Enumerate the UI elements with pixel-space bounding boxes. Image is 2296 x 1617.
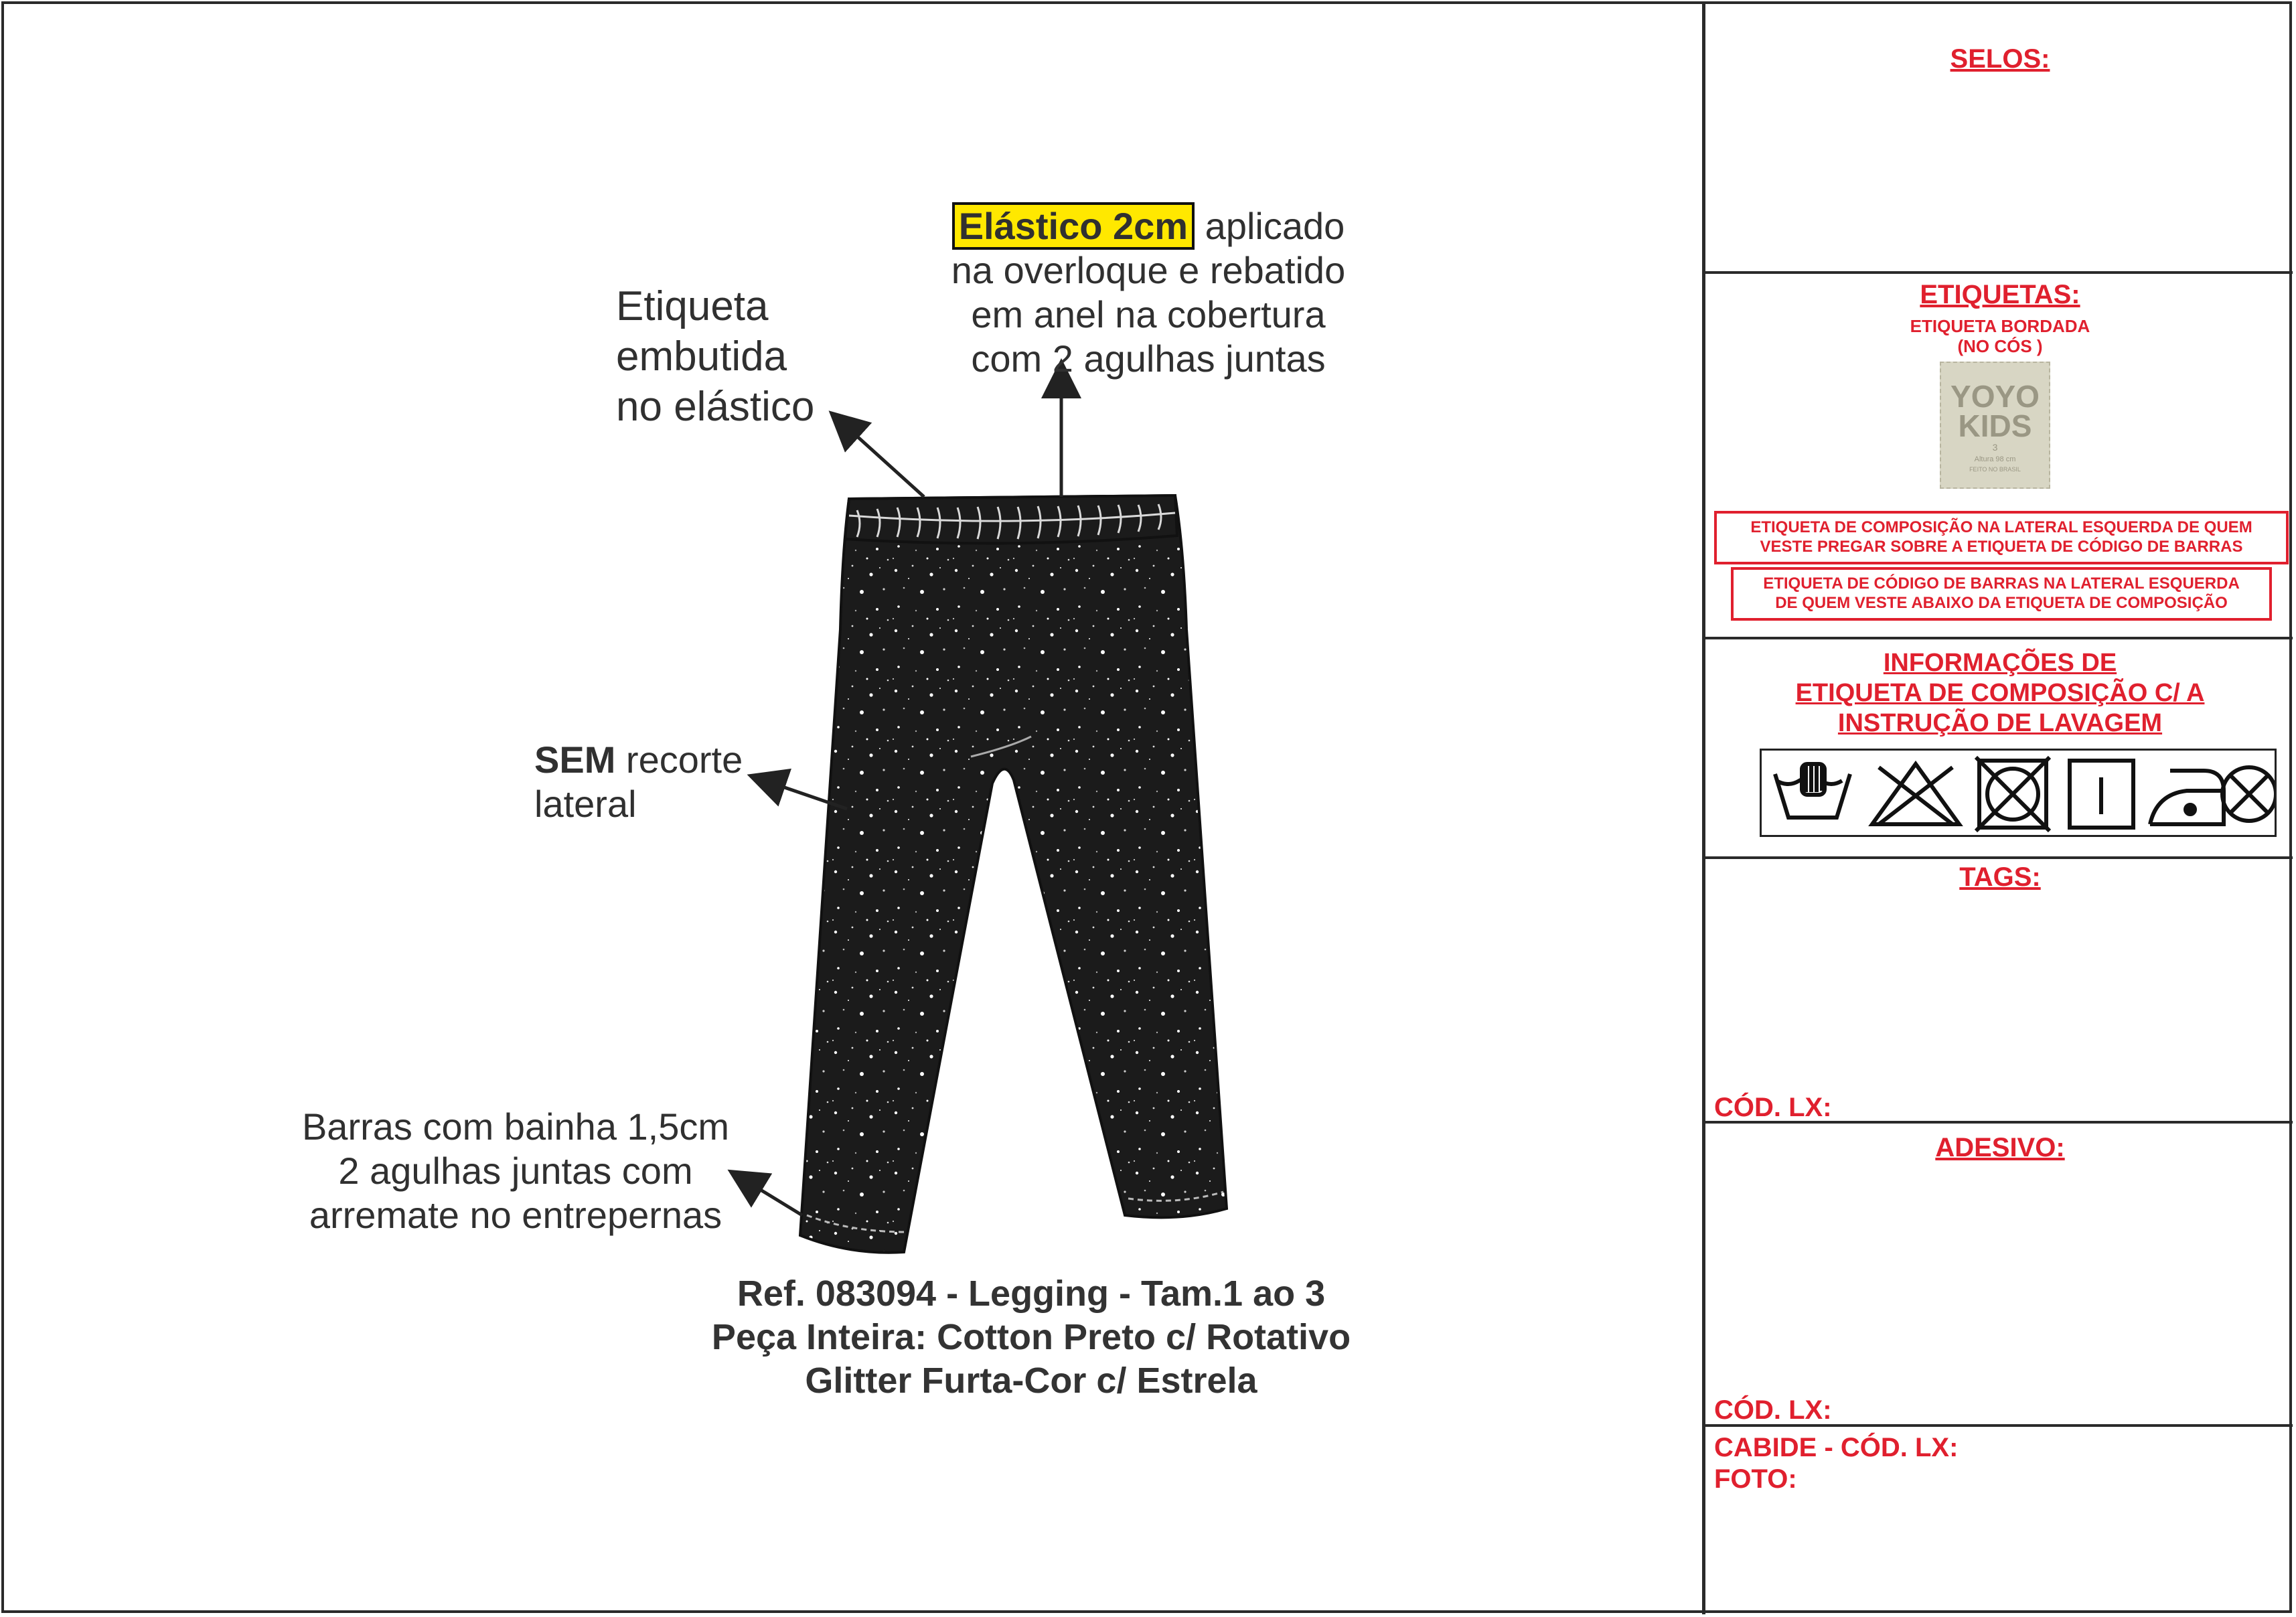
barras-box-line1: ETIQUETA DE CÓDIGO DE BARRAS NA LATERAL ESQUERDA bbox=[1763, 574, 2240, 593]
info-line2: ETIQUETA DE COMPOSIÇÃO C/ A bbox=[1795, 679, 2205, 707]
divider-selos bbox=[1703, 271, 2293, 274]
cabide-label: CABIDE - CÓD. LX: bbox=[1714, 1433, 1959, 1462]
tags-cod: CÓD. LX: bbox=[1714, 1093, 1832, 1122]
do-not-tumble-dry-icon bbox=[1976, 757, 2050, 831]
hem-line3: arremate no entrepernas bbox=[309, 1194, 722, 1236]
barras-box bbox=[1731, 567, 2272, 621]
info-title bbox=[1705, 648, 2295, 739]
care-icons-box bbox=[1760, 749, 2277, 837]
side-line2: lateral bbox=[534, 783, 637, 825]
elastic-note bbox=[927, 204, 1369, 381]
do-not-dry-clean-icon bbox=[2222, 767, 2275, 821]
composicao-box-line2: VESTE PREGAR SOBRE A ETIQUETA DE CÓDIGO DE BARRAS bbox=[1760, 538, 2243, 556]
divider-etiquetas bbox=[1703, 637, 2293, 639]
etiqueta-bordada-label bbox=[1705, 316, 2295, 356]
adesivo-title: ADESIVO: bbox=[1935, 1133, 2065, 1162]
hem-line2: 2 agulhas juntas com bbox=[338, 1150, 693, 1192]
brand-line1: YOYO bbox=[1950, 379, 2040, 414]
brand-height: Altura 98 cm bbox=[1974, 455, 2016, 463]
arrow-side bbox=[753, 777, 847, 809]
arrow-label bbox=[834, 415, 924, 497]
brand-label bbox=[1940, 362, 2050, 489]
do-not-bleach-icon bbox=[1872, 764, 1959, 824]
elastic-line2: na overloque e rebatido bbox=[951, 249, 1346, 291]
reference-line1: Ref. 083094 - Legging - Tam.1 ao 3 bbox=[737, 1274, 1326, 1314]
label-note bbox=[616, 281, 814, 432]
etiqueta-bordada-line1: ETIQUETA BORDADA bbox=[1910, 316, 2090, 336]
elastic-line1: aplicado bbox=[1205, 205, 1345, 247]
selos-title: SELOS: bbox=[1950, 44, 2050, 74]
adesivo-cod: CÓD. LX: bbox=[1714, 1395, 1832, 1425]
reference-line2: Peça Inteira: Cotton Preto c/ Rotativo bbox=[711, 1317, 1351, 1357]
barras-box-line2: DE QUEM VESTE ABAIXO DA ETIQUETA DE COMPOSIÇÃO bbox=[1775, 594, 2228, 612]
hand-wash-icon bbox=[1775, 764, 1850, 818]
reference-line3: Glitter Furta-Cor c/ Estrela bbox=[805, 1361, 1257, 1401]
brand-line2: KIDS bbox=[1958, 408, 2032, 443]
tags-title: TAGS: bbox=[1959, 862, 2041, 892]
composicao-box bbox=[1714, 511, 2289, 564]
foto-label: FOTO: bbox=[1714, 1464, 1797, 1494]
line-dry-icon bbox=[2070, 761, 2133, 828]
elastic-line4: com 2 agulhas juntas bbox=[971, 337, 1326, 380]
reference-block bbox=[629, 1272, 1433, 1403]
brand-size: 3 bbox=[1992, 442, 1998, 453]
etiqueta-bordada-line2: (NO CÓS ) bbox=[1957, 336, 2043, 356]
care-icons bbox=[1762, 751, 2275, 835]
etiquetas-title: ETIQUETAS: bbox=[1920, 280, 2080, 309]
info-line1: INFORMAÇÕES DE bbox=[1883, 649, 2117, 677]
iron-low-icon bbox=[2150, 771, 2224, 824]
sidebar-divider bbox=[1702, 1, 1705, 1614]
divider-info bbox=[1703, 856, 2293, 859]
side-bold: SEM bbox=[534, 739, 616, 781]
side-rest: recorte bbox=[625, 739, 743, 781]
brand-made: FEITO NO BRASIL bbox=[1969, 466, 2021, 473]
composicao-box-line1: ETIQUETA DE COMPOSIÇÃO NA LATERAL ESQUERDA DE QUEM bbox=[1750, 518, 2252, 536]
label-line2: embutida bbox=[616, 333, 787, 380]
hem-note bbox=[281, 1105, 750, 1237]
label-line3: no elástico bbox=[616, 384, 815, 430]
info-line3: INSTRUÇÃO DE LAVAGEM bbox=[1837, 709, 2163, 737]
hem-line1: Barras com bainha 1,5cm bbox=[301, 1105, 730, 1148]
elastic-highlight: Elástico 2cm bbox=[952, 202, 1195, 250]
label-line1: Etiqueta bbox=[616, 283, 769, 329]
side-note bbox=[534, 738, 743, 826]
elastic-line3: em anel na cobertura bbox=[971, 293, 1326, 335]
